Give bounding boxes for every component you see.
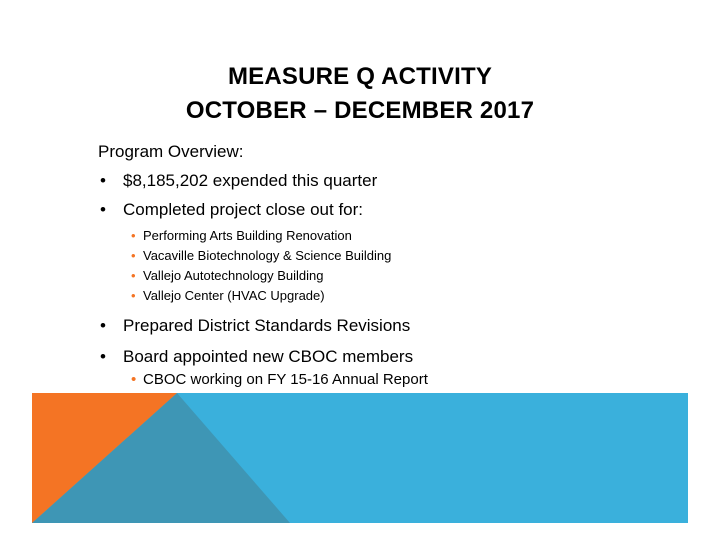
sub-bullet-item [131,246,698,266]
title-line-2: OCTOBER – DECEMBER 2017 [185,97,535,124]
bullet-item [98,346,698,368]
sub-bullet-item [131,369,698,391]
bullet-item [98,199,698,221]
sub-bullet-text: Vacaville Biotechnology & Science Building [143,248,392,263]
sub-bullet-item [131,286,698,306]
slide-content [98,141,698,391]
sub-bullet-text: Performing Arts Building Renovation [143,228,352,243]
bullet-dot: • [100,171,106,190]
sub-bullet-list [131,226,698,306]
bullet-dot: • [100,316,106,335]
slide-title [0,60,720,128]
sub-bullet-dot: • [131,268,136,283]
sub-bullet-item [131,226,698,246]
sub-bullet-text: Vallejo Autotechnology Building [143,268,324,283]
bullet-text: $8,185,202 expended this quarter [123,171,378,190]
sub-bullet-dot: • [131,288,136,303]
sub-bullet-dot: • [131,248,136,263]
sub-bullet-text: Vallejo Center (HVAC Upgrade) [143,288,325,303]
bullet-text: Prepared District Standards Revisions [123,316,411,335]
overview-heading: Program Overview: [98,142,244,161]
bullet-dot: • [100,347,106,366]
sub-bullet-dot: • [131,371,137,388]
title-line-1: MEASURE Q ACTIVITY [227,63,493,90]
decorative-footer-band [32,393,688,523]
sub-bullet-item [131,266,698,286]
bullet-dot: • [100,200,106,219]
bullet-text: Board appointed new CBOC members [123,347,414,366]
bullet-item [98,315,698,337]
sub-bullet-list [131,369,698,391]
sub-bullet-dot: • [131,228,136,243]
sub-bullet-text: CBOC working on FY 15-16 Annual Report [143,371,428,388]
bullet-text: Completed project close out for: [123,200,364,219]
bullet-item [98,170,698,192]
